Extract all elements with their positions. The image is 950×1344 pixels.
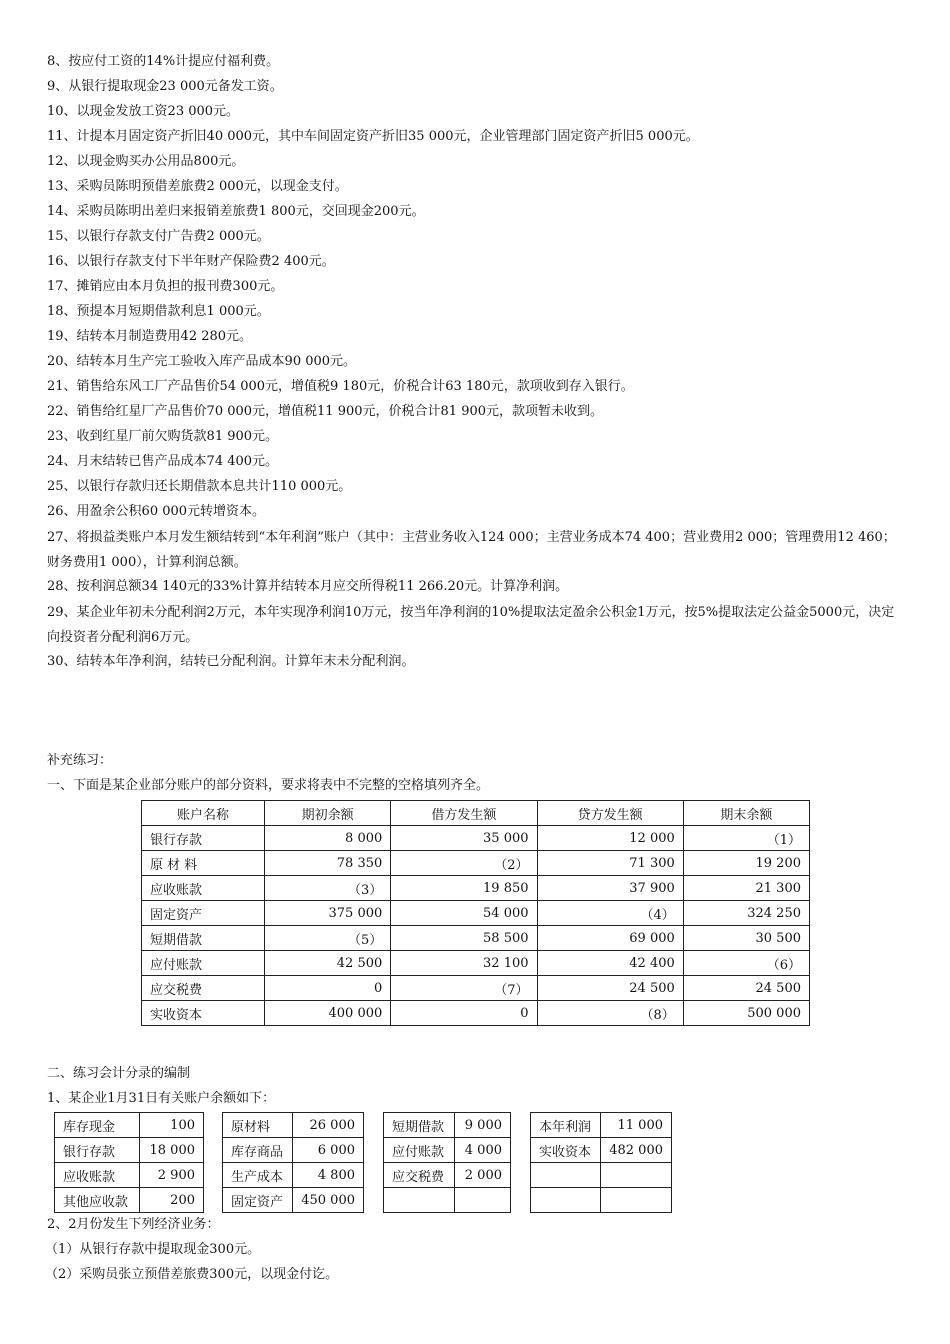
item-26: 26、用盈余公积60 000元转增资本。: [47, 504, 266, 519]
table-row: [531, 1163, 672, 1188]
table-row: [223, 1138, 364, 1163]
table-row: [142, 976, 810, 1001]
account-name: 短期借款: [384, 1113, 455, 1138]
item-16: 16、以银行存款支付下半年财产保险费2 400元。: [47, 254, 335, 269]
balance-value: 11 000: [600, 1113, 671, 1138]
item-17: 17、摊销应由本月负担的报刊费300元。: [47, 279, 284, 294]
column-header: 期初余额: [265, 801, 391, 826]
table-cell: 78 350: [265, 851, 391, 876]
item-14: 14、采购员陈明出差归来报销差旅费1 800元，交回现金200元。: [47, 204, 425, 219]
table-cell: 35 000: [391, 826, 537, 851]
table-row: [142, 951, 810, 976]
item-27: 27、将损益类账户本月发生额结转到“本年利润”账户（其中：主营业务收入124 000；主营业务成本74 400；营业费用2 000；管理费用12 460；财务费用1 000），计算利润总额。: [47, 530, 896, 570]
table-cell: （8）: [537, 1001, 683, 1026]
table-cell: 21 300: [683, 876, 809, 901]
section-2-title: 二、练习会计分录的编制: [47, 1066, 191, 1081]
table-cell: 24 500: [537, 976, 683, 1001]
table-cell: 32 100: [391, 951, 537, 976]
account-name: [531, 1188, 601, 1213]
account-name: 应付账款: [142, 951, 265, 976]
table-row: [223, 1163, 364, 1188]
balance-table-3: [383, 1112, 511, 1213]
table-row: [142, 826, 810, 851]
account-name: 库存商品: [223, 1138, 293, 1163]
table-cell: 71 300: [537, 851, 683, 876]
feb-item-1: （1）从银行存款中提取现金300元。: [45, 1242, 261, 1257]
balance-value: 4 000: [455, 1138, 511, 1163]
balance-table-1: [54, 1112, 204, 1213]
balance-value: 450 000: [292, 1188, 363, 1213]
balance-value: 6 000: [292, 1138, 363, 1163]
table-row: [55, 1113, 204, 1138]
account-table: [141, 800, 810, 1026]
table-cell: （7）: [391, 976, 537, 1001]
balance-value: 200: [139, 1188, 203, 1213]
account-name: 固定资产: [142, 901, 265, 926]
section-1-title: 一、下面是某企业部分账户的部分资料，要求将表中不完整的空格填列齐全。: [47, 778, 490, 793]
column-header: 期末余额: [683, 801, 809, 826]
item-10: 10、以现金发放工资23 000元。: [47, 104, 240, 119]
balance-value: 26 000: [292, 1113, 363, 1138]
table-row: [55, 1138, 204, 1163]
account-name: 固定资产: [223, 1188, 293, 1213]
account-name: 应收账款: [142, 876, 265, 901]
account-name: 应交税费: [142, 976, 265, 1001]
table-header-row: [142, 801, 810, 826]
table-cell: （1）: [683, 826, 809, 851]
item-25: 25、以银行存款归还长期借款本息共计110 000元。: [47, 479, 352, 494]
account-name: 本年利润: [531, 1113, 601, 1138]
table-cell: 42 500: [265, 951, 391, 976]
table-row: [142, 901, 810, 926]
balance-value: [455, 1188, 511, 1213]
item-21: 21、销售给东风工厂产品售价54 000元，增值税9 180元，价税合计63 180元，款项收到存入银行。: [47, 379, 634, 394]
table-cell: 8 000: [265, 826, 391, 851]
table-cell: 400 000: [265, 1001, 391, 1026]
table-cell: 30 500: [683, 926, 809, 951]
table-cell: （6）: [683, 951, 809, 976]
table-cell: 24 500: [683, 976, 809, 1001]
account-name: [384, 1188, 455, 1213]
table-row: [142, 851, 810, 876]
table-row: [531, 1188, 672, 1213]
account-name: 短期借款: [142, 926, 265, 951]
item-29: 29、某企业年初未分配利润2万元，本年实现净利润10万元，按当年净利润的10%提取法定盈余公积金1万元，按5%提取法定公益金5000元，决定向投资者分配利润6万元。: [47, 605, 895, 645]
table-cell: 19 200: [683, 851, 809, 876]
balance-value: 4 800: [292, 1163, 363, 1188]
item-13: 13、采购员陈明预借差旅费2 000元，以现金支付。: [47, 179, 348, 194]
column-header: 账户名称: [142, 801, 265, 826]
item-12: 12、以现金购买办公用品800元。: [47, 154, 245, 169]
feb-intro: 2、2月份发生下列经济业务：: [47, 1217, 220, 1232]
table-row: [531, 1113, 672, 1138]
table-row: [55, 1188, 204, 1213]
balance-value: [600, 1188, 671, 1213]
account-name: 应收账款: [55, 1163, 140, 1188]
table-row: [223, 1113, 364, 1138]
account-name: 原 材 料: [142, 851, 265, 876]
account-name: 应交税费: [384, 1163, 455, 1188]
balance-value: 9 000: [455, 1113, 511, 1138]
item-22: 22、销售给红星厂产品售价70 000元，增值税11 900元，价税合计81 900元，款项暂未收到。: [47, 404, 604, 419]
balance-table-2: [222, 1112, 364, 1213]
item-19: 19、结转本月制造费用42 280元。: [47, 329, 253, 344]
account-name: 应付账款: [384, 1138, 455, 1163]
table-row: [531, 1138, 672, 1163]
item-23: 23、收到红星厂前欠购货款81 900元。: [47, 429, 279, 444]
table-cell: （4）: [537, 901, 683, 926]
table-cell: 37 900: [537, 876, 683, 901]
table-row: [142, 876, 810, 901]
account-name: 银行存款: [142, 826, 265, 851]
table-cell: （3）: [265, 876, 391, 901]
feb-item-2: （2）采购员张立预借差旅费300元，以现金付讫。: [45, 1267, 339, 1282]
item-8: 8、按应付工资的14%计提应付福利费。: [47, 54, 280, 69]
item-9: 9、从银行提取现金23 000元备发工资。: [47, 79, 283, 94]
column-header: 贷方发生额: [537, 801, 683, 826]
balance-value: 2 900: [139, 1163, 203, 1188]
account-name: 其他应收款: [55, 1188, 140, 1213]
balance-value: 482 000: [600, 1138, 671, 1163]
item-15: 15、以银行存款支付广告费2 000元。: [47, 229, 270, 244]
item-30: 30、结转本年净利润，结转已分配利润。计算年末未分配利润。: [47, 654, 415, 669]
supplement-title: 补充练习：: [47, 753, 113, 768]
item-18: 18、预提本月短期借款利息1 000元。: [47, 304, 270, 319]
account-name: 生产成本: [223, 1163, 293, 1188]
account-name: 原材料: [223, 1113, 293, 1138]
table-row: [384, 1113, 511, 1138]
table-row: [384, 1163, 511, 1188]
account-name: 库存现金: [55, 1113, 140, 1138]
table-row: [142, 1001, 810, 1026]
item-28: 28、按利润总额34 140元的33%计算并结转本月应交所得税11 266.20元。计算净利润。: [47, 579, 569, 594]
table-row: [223, 1188, 364, 1213]
table-cell: 0: [391, 1001, 537, 1026]
table-cell: 0: [265, 976, 391, 1001]
item-11: 11、计提本月固定资产折旧40 000元，其中车间固定资产折旧35 000元，企业管理部门固定资产折旧5 000元。: [47, 129, 699, 144]
balance-value: 18 000: [139, 1138, 203, 1163]
table-cell: 54 000: [391, 901, 537, 926]
item-20: 20、结转本月生产完工验收入库产品成本90 000元。: [47, 354, 357, 369]
column-header: 借方发生额: [391, 801, 537, 826]
balance-value: 2 000: [455, 1163, 511, 1188]
table-cell: 42 400: [537, 951, 683, 976]
table-row: [384, 1188, 511, 1213]
item-24: 24、月末结转已售产品成本74 400元。: [47, 454, 279, 469]
table-row: [55, 1163, 204, 1188]
table-cell: 58 500: [391, 926, 537, 951]
account-name: 实收资本: [531, 1138, 601, 1163]
table-cell: （5）: [265, 926, 391, 951]
account-name: 实收资本: [142, 1001, 265, 1026]
account-name: [531, 1163, 601, 1188]
table-cell: 324 250: [683, 901, 809, 926]
balances-intro: 1、某企业1月31日有关账户余额如下：: [47, 1091, 276, 1106]
balance-value: [600, 1163, 671, 1188]
balance-table-4: [530, 1112, 672, 1213]
table-cell: 19 850: [391, 876, 537, 901]
table-row: [142, 926, 810, 951]
balance-value: 100: [139, 1113, 203, 1138]
table-cell: 500 000: [683, 1001, 809, 1026]
table-cell: （2）: [391, 851, 537, 876]
table-row: [384, 1138, 511, 1163]
table-cell: 375 000: [265, 901, 391, 926]
account-name: 银行存款: [55, 1138, 140, 1163]
table-cell: 69 000: [537, 926, 683, 951]
table-cell: 12 000: [537, 826, 683, 851]
